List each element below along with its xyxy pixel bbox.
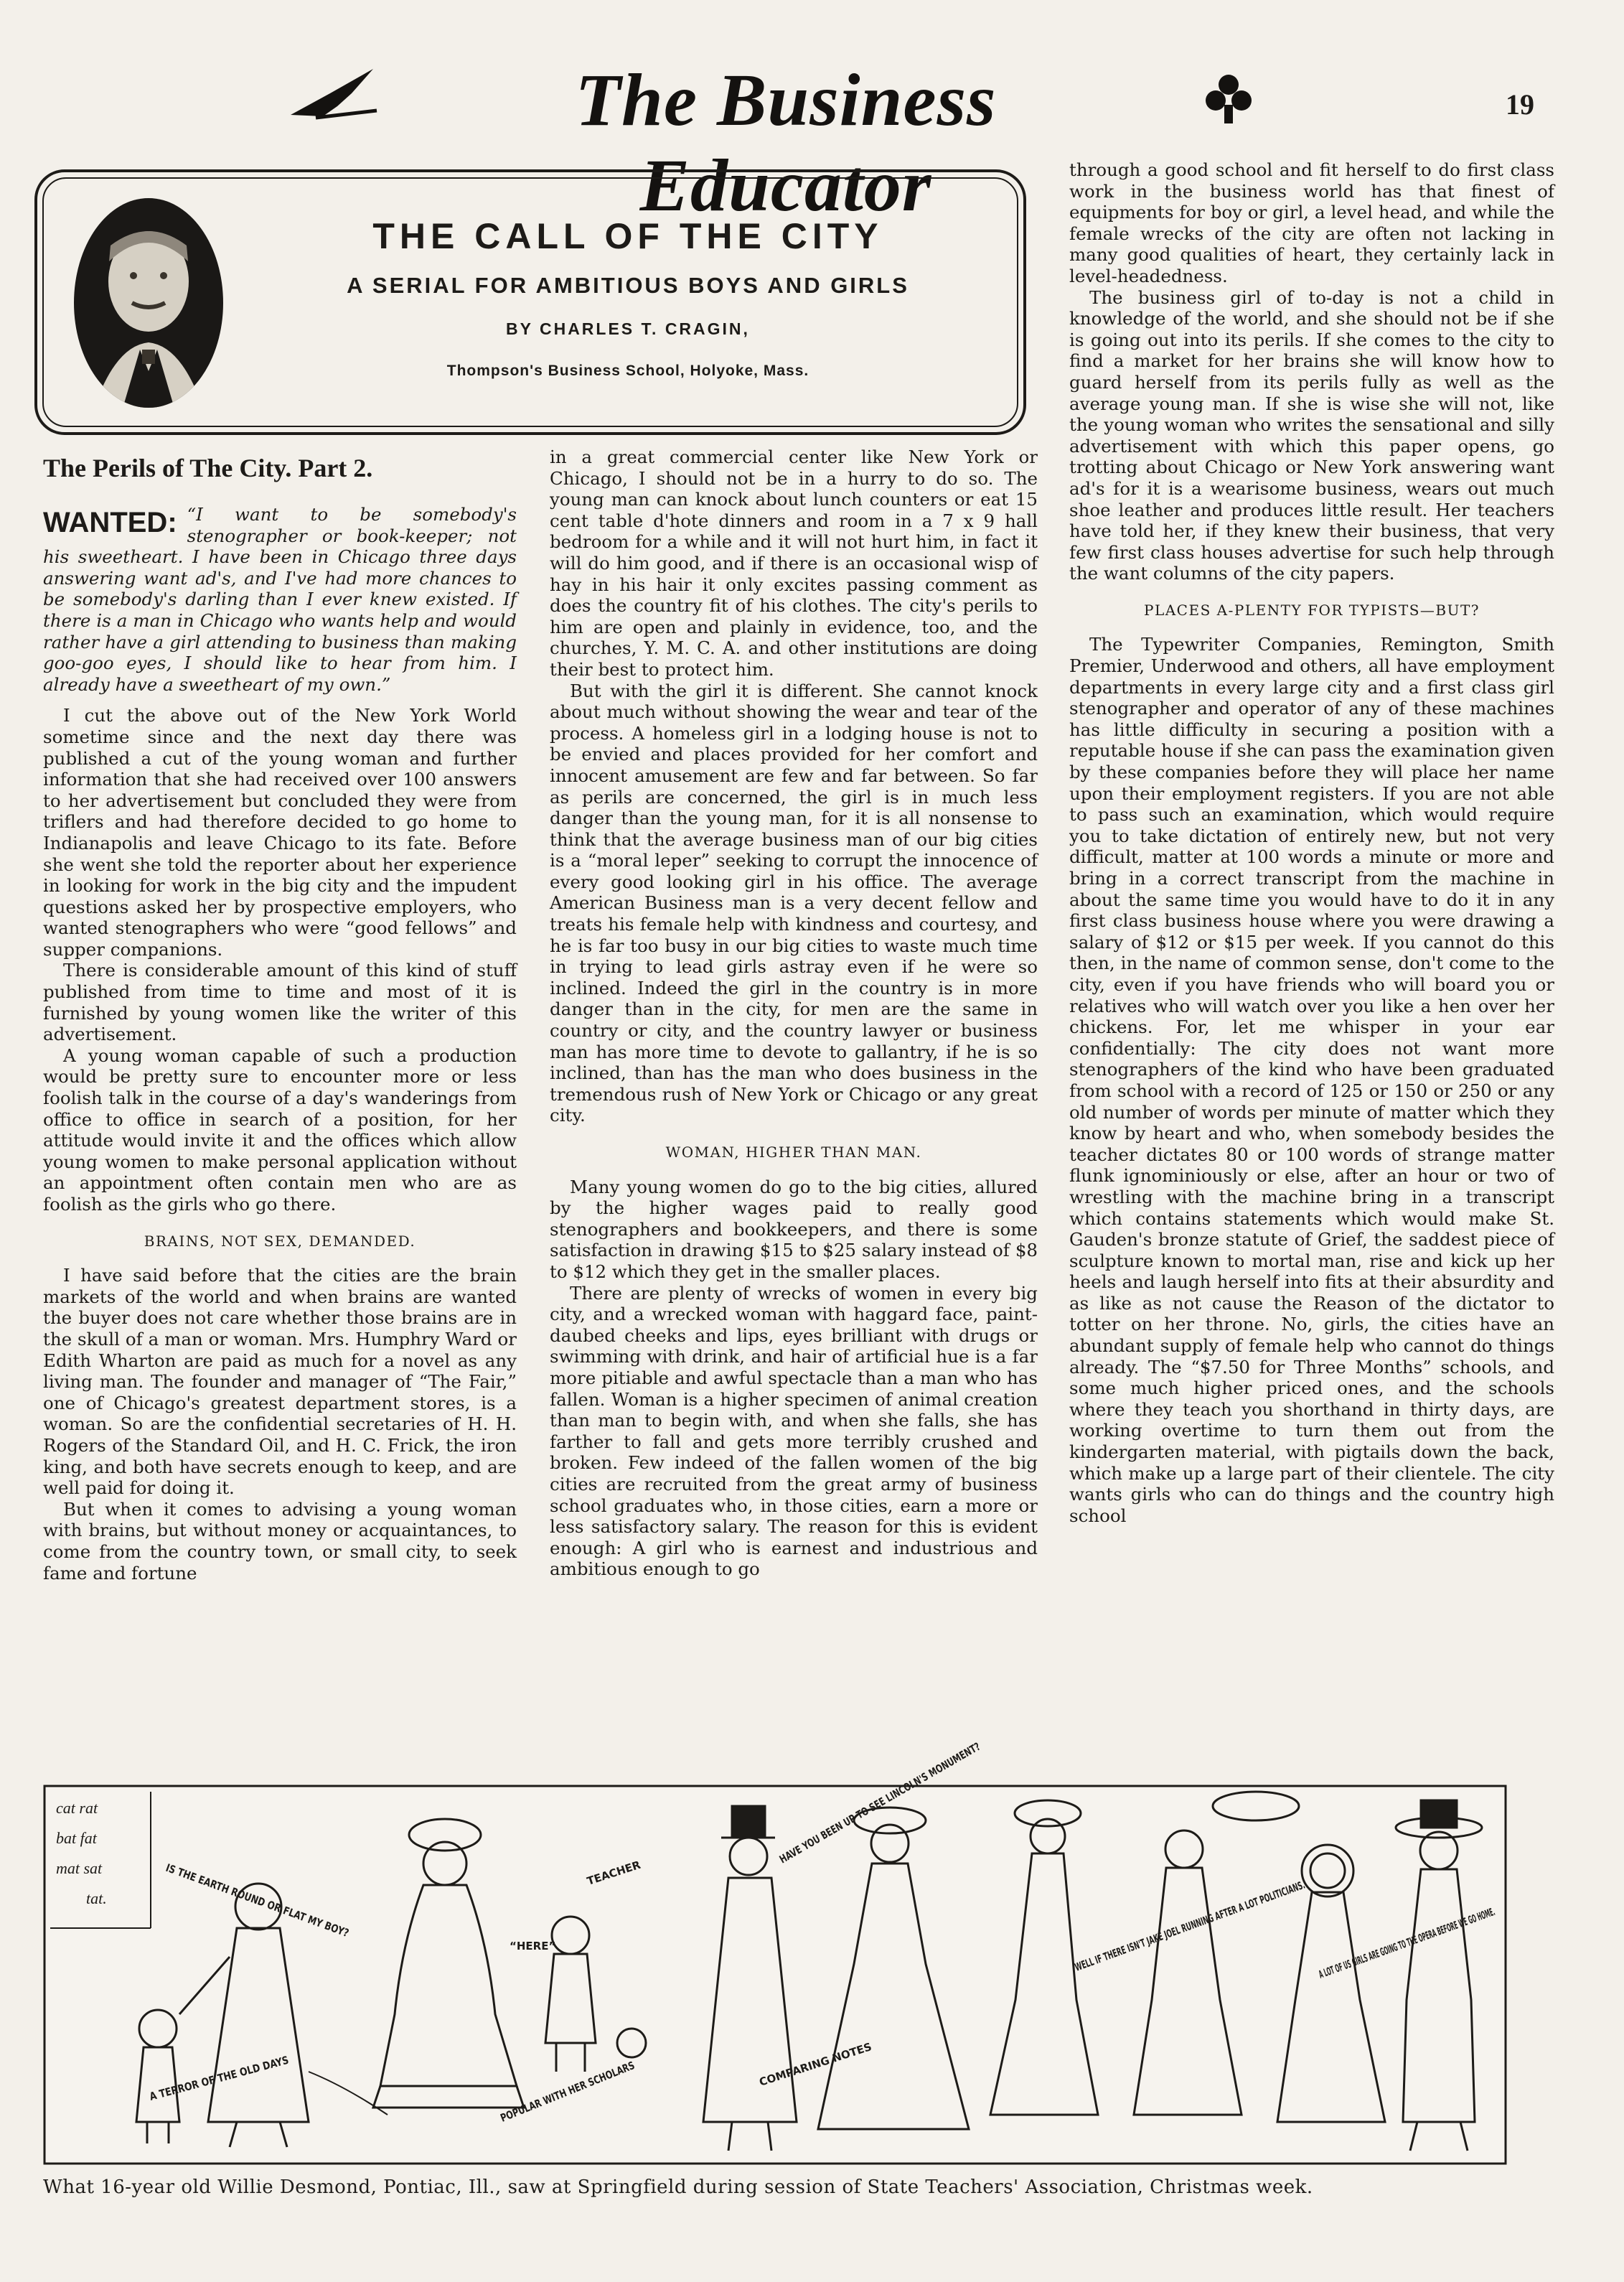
balloon-here: “HERE” bbox=[510, 1940, 556, 1953]
cartoon-caption: What 16-year old Willie Desmond, Pontiac, Ill., saw at Springfield during session of State Teachers' Association, Christmas week. bbox=[43, 2176, 1313, 2198]
subheading-brains: BRAINS, NOT SEX, DEMANDED. bbox=[144, 1232, 416, 1250]
paragraph: The Typewriter Companies, Remington, Smith Premier, Underwood and others, all have employment departments in every large city and a first class girl stenographer and operator of any of these machines has little difficulty in securing a position with a reputable house if she can pass the examination given by these companies before they will place her name upon their employment registers. If you are not able to pass such an examination, which would require you to take dictation of entirely new, but not very difficult, matter at 100 words a minute or more and bring in a correct transcript from the machine in about the same time you would have to do it in any first class business house where you were drawing a salary of $12 or $15 per week. If you cannot do this then, in the name of common sense, don't come to the city, even if you have friends who will board you or relatives who will watch over you like a hen over her chickens. For, let me whisper in your ear confidentially: The city does not want more stenographers of the kind who have been graduated from school with a record of 125 or 150 or 250 or any old number of words per minute of matter which they know by heart and who, when somebody besides the teacher dictates 80 or 100 words of strange matter flunk ignominiously or else, after an hour or two of wrestling with the machine bring in a transcript which contains statements which would make St. Gauden's bronze statute of Grief, the saddest piece of sculpture known to mortal man, rise and kick up her heels and laugh herself into fits at their absurdity and as like as not cause the Reason of the dictator to totter on her throne. No, girls, the cities have an abundant supply of female help who cannot do things already. The “$7.50 for Three Months” schools, and some much higher priced ones, and the schools where they teach you shorthand in thirty days, are working overtime to turn them out from the kindergarten material, with pigtails down the back, which make up a large part of their clientele. The city wants girls who can do things and the country high school bbox=[1069, 634, 1554, 1526]
paragraph: I have said before that the cities are the brain markets of the world and when brains are wanted the buyer does not care whether those brains are in the skull of a man or woman. Mrs. Humphry Ward or Edith Wharton are paid as much for a novel as any living man. The founder and manager of “The Fair,” one of Chicago's greatest department stores, is a woman. So are the confidential secretaries of H. H. Rogers of the Standard Oil, and H. C. Frick, the iron king, and both have secrets enough to keep, and are well paid for doing it. bbox=[43, 1265, 517, 1499]
paragraph: But with the girl it is different. She cannot knock about much without showing the wear and tear of the process. A homeless girl in a lodging house is not to be envied and places provided for her comfort and innocent amusement are few and far between. So far as perils are concerned, the girl is in much less danger than the young man, for it is all nonsense to think that the average business man of our big cities is a “moral leper” seeking to corrupt the innocence of every good looking girl in his office. The average American Business man is a very decent fellow and treats his female help with kindness and courtesy, and he is far too busy in our big cities to waste much time in trying to lead girls astray even if he were so inclined. Indeed the girl in the country is in more danger than in the city, for men are the same in country or city, and the country lawyer or business man has more time to devote to gallantry, if he is so inclined, than has the man who does business in the tremendous rush of New York or Chicago or any great city. bbox=[550, 680, 1038, 1126]
article-column-3 bbox=[1069, 159, 1554, 1526]
wanted-label: WANTED: bbox=[43, 507, 177, 538]
paragraph: There is considerable amount of this kind of stuff published from time to time and most of it is furnished by young women like the writer of this advertisement. bbox=[43, 960, 517, 1045]
subheading-woman: WOMAN, HIGHER THAN MAN. bbox=[665, 1144, 922, 1161]
cursive-line-3: mat sat bbox=[56, 1859, 103, 1877]
page-number: 19 bbox=[1506, 88, 1534, 121]
article-column-2 bbox=[550, 446, 1038, 1580]
paragraph: Many young women do go to the big cities, allured by the higher wages paid to really good stenographers and bookkeepers, and there is some satisfaction in drawing $15 to $25 salary instead of $8 to $12 which they get in the smaller places. bbox=[550, 1176, 1038, 1282]
cursive-line-1: cat rat bbox=[56, 1799, 98, 1817]
balloon-popular: POPULAR WITH HER SCHOLARS bbox=[498, 2041, 680, 2125]
paragraph: I cut the above out of the New York World sometime since and the next day there was published a cut of the young woman and further information that she had received over 100 answers to her advertisement but concluded they were from triflers and had therefore decided to go home to Indianapolis and leave Chicago to its fate. Before she went she told the reporter about her experience in looking for work in the big city and the impudent questions asked her by prospective employers, who wanted stenographers who were “good fellows” and supper companions. bbox=[43, 705, 517, 960]
balloon-lincoln: HAVE YOU BEEN UP TO SEE LINCOLN'S MONUMENT? bbox=[777, 1698, 1056, 1866]
paragraph: There are plenty of wrecks of women in every big city, and a wrecked woman with haggard face, paint-daubed cheeks and lips, eyes brilliant with drugs or swimming with drink, and hair of artificial hue is a far more pitiable and awful spectacle than a man who has fallen. Woman is a higher specimen of animal creation than man to begin with, and when she falls, she has farther to fall and gets more terribly crushed and broken. Few indeed of the fallen women of the big cities are recruited from the great army of business school graduates who, in those cities, earn a more or less satisfactory salary. The reason for this is evident enough: A girl who is earnest and industrious and ambitious enough to go bbox=[550, 1282, 1038, 1580]
wanted-quote-text: “I want to be somebody's stenographer or book-keeper; not his sweetheart. I have been in Chicago three days answering want ad's, and I've had more chances to be somebody's darling than I ever knew existed. If there is a man in Chicago who wants help and would rather have a girl attending to business than making goo-goo eyes, I should like to hear from him. I already have a sweetheart of my own.” bbox=[43, 504, 517, 695]
article-column-1 bbox=[43, 452, 517, 1584]
balloon-earth-round: IS THE EARTH ROUND OR FLAT MY BOY? bbox=[164, 1861, 396, 1956]
balloon-teacher: TEACHER bbox=[585, 1858, 642, 1888]
paragraph: through a good school and fit herself to do first class work in the business world has that finest of equipments for boy or girl, a level head, and while the female wrecks of the city are often not lacking in many good qualities of heart, they certainly lack in level-headedness. bbox=[1069, 159, 1554, 286]
balloon-terror: A TERROR OF THE OLD DAYS bbox=[148, 2046, 319, 2103]
balloon-comparing: COMPARING NOTES bbox=[757, 2040, 873, 2089]
cartoon-illustration bbox=[43, 1698, 1507, 2165]
subheading-places: PLACES A-PLENTY FOR TYPISTS—BUT? bbox=[1143, 601, 1480, 619]
paragraph: The business girl of to-day is not a child in knowledge of the world, and she should not be if she is going out into its perils. If she comes to the city to find a market for her brains she will know how to guard herself from its perils fully as well as the average young man. If she is wise she will not, like the young woman who writes the sensational and silly advertisement with which this paper opens, go trotting about Chicago or New York answering want ad's for it is a wearisome business, wears out much shoe leather and produces little result. Her teachers have told her, if they knew their business, that very few first class houses advertise for such help through the want columns of the city papers. bbox=[1069, 286, 1554, 584]
author-portrait bbox=[72, 195, 225, 411]
serial-title: THE CALL OF THE CITY bbox=[372, 216, 883, 256]
serial-author: BY CHARLES T. CRAGIN, bbox=[506, 319, 750, 338]
ornament-icon bbox=[1200, 69, 1257, 126]
paragraph: A young woman capable of such a production would be pretty sure to encounter more or less foolish talk in the course of a day's wanderings from office to office in search of a position, for her attitude would invite it and the offices which allow young women to make personal application without an appointment often contain men who are as foolish as the girls who go there. bbox=[43, 1044, 517, 1215]
paragraph: But when it comes to advising a young woman with brains, but without money or acquaintances, to come from the country town, or small city, to seek fame and fortune bbox=[43, 1498, 517, 1584]
cursive-line-4: tat. bbox=[86, 1889, 107, 1907]
serial-subtitle: A SERIAL FOR AMBITIOUS BOYS AND GIRLS bbox=[347, 273, 909, 298]
balloon-jake-joel: WELL IF THERE ISN'T JAKE JOEL RUNNING AFTER A LOT POLITICIANS. bbox=[1073, 1819, 1468, 1974]
paragraph: in a great commercial center like New York or Chicago, I should not be in a hurry to do so. The young man can knock about lunch counters or eat 15 cent table d'hote dinners and room in a 7 x 9 hall bedroom for a while and it will not hurt him, in fact it will do him good, and if there is an occasional wisp of hay in his hair it only excites passing comment as does the country fit of his clothes. The city's perils to him are open and plainly in evidence, too, and the churches, Y. M. C. A. and other institutions are doing their best to protect him. bbox=[550, 446, 1038, 680]
serial-school: Thompson's Business School, Holyoke, Mass. bbox=[446, 363, 809, 379]
cursive-line-2: bat fat bbox=[56, 1829, 97, 1847]
part-heading: The Perils of The City. Part 2. bbox=[43, 454, 373, 482]
wanted-ad-quote bbox=[43, 504, 517, 695]
quill-pen-icon bbox=[287, 65, 380, 122]
masthead-title: The Business Educator bbox=[575, 59, 997, 227]
